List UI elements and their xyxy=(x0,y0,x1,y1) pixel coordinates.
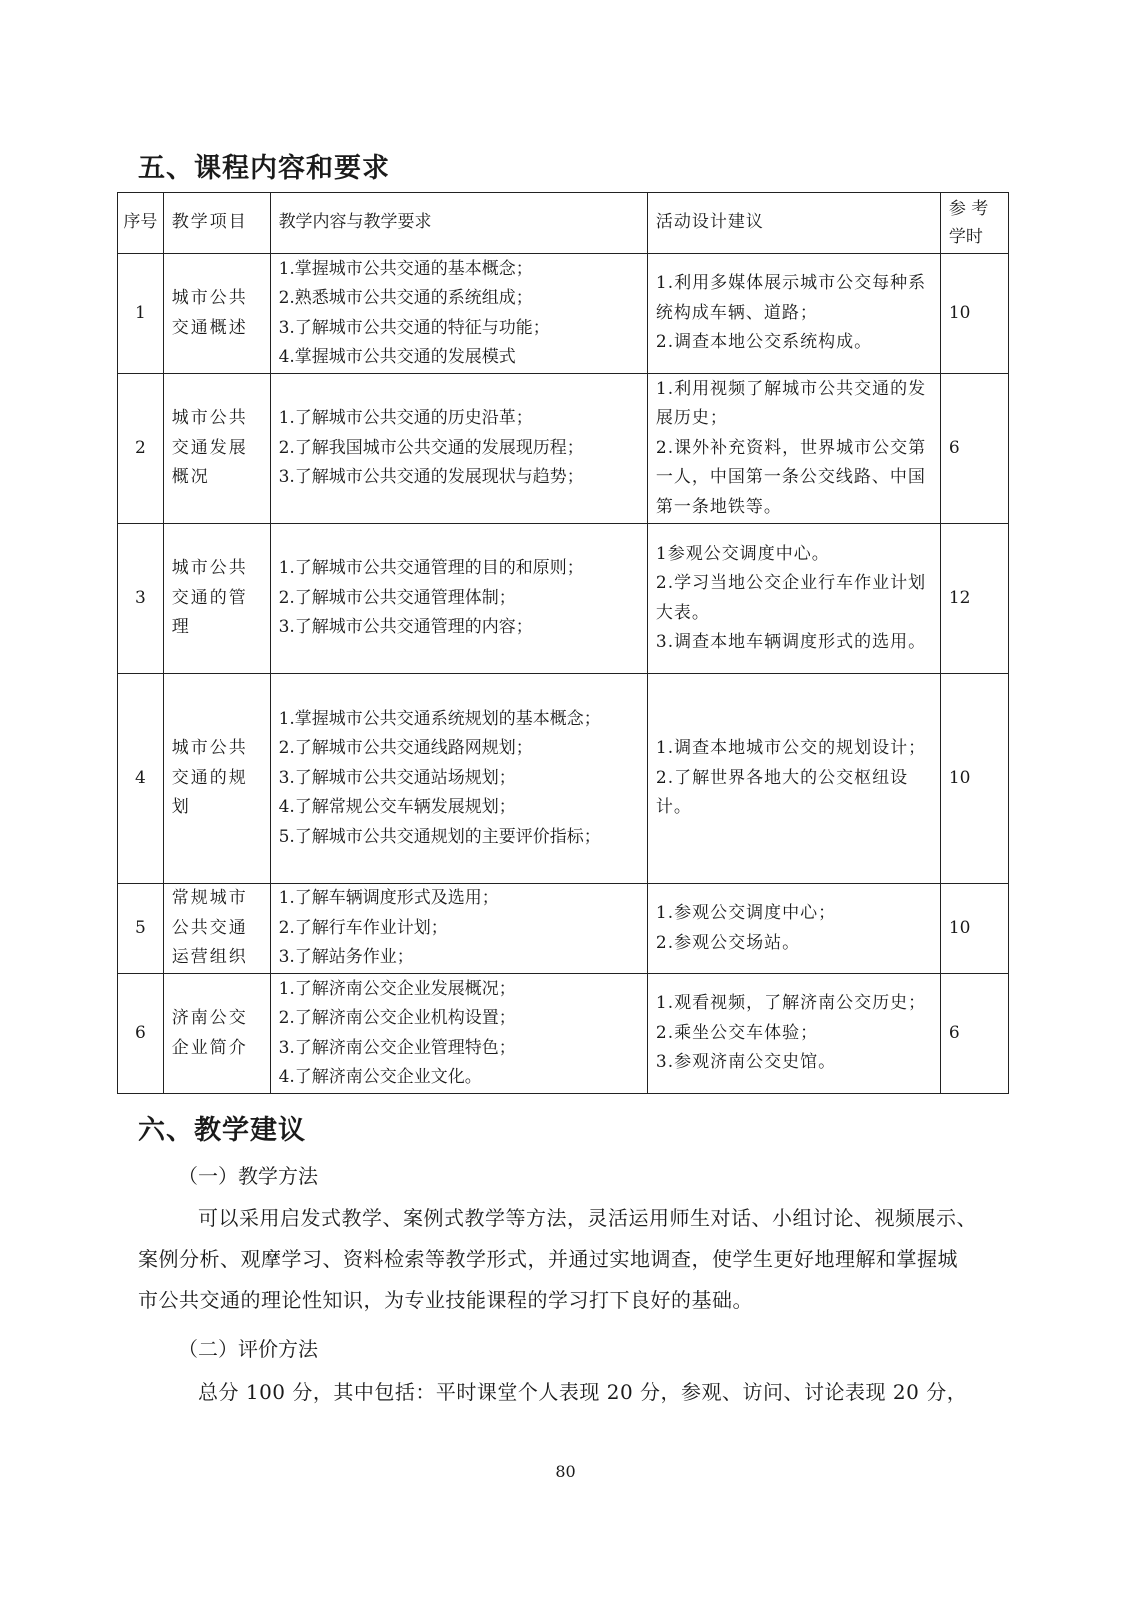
cell-content-line: 2.了解我国城市公共交通的发展现历程； xyxy=(278,437,584,458)
cell-item: 城市公共交通概述 xyxy=(163,254,270,374)
cell-item: 城市公共交通发展概况 xyxy=(163,374,270,524)
subsection-evaluation-method: （二）评价方法 xyxy=(178,1337,318,1361)
cell-activity-line: 1.观看视频，了解济南公交历史； xyxy=(655,993,927,1014)
cell-content-line: 4.了解济南公交企业文化。 xyxy=(278,1067,482,1087)
cell-no: 2 xyxy=(118,374,164,524)
cell-content-line: 3.了解城市公共交通管理的内容； xyxy=(278,617,533,638)
subsection-teaching-method: （一）教学方法 xyxy=(178,1164,318,1188)
cell-content-line: 2.熟悉城市公共交通的系统组成； xyxy=(278,288,533,308)
cell-content-line: 1.了解城市公共交通的历史沿革； xyxy=(278,408,533,429)
header-no: 序号 xyxy=(118,193,164,254)
cell-item: 常规城市公共交通运营组织 xyxy=(163,884,270,974)
cell-content-line: 1.了解济南公交企业发展概况； xyxy=(278,978,516,999)
cell-content-line: 5.了解城市公共交通规划的主要评价指标； xyxy=(278,826,601,847)
paragraph-teaching-method: 可以采用启发式教学、案例式教学等方法，灵活运用师生对话、小组讨论、视频展示、案例分析、观摩学习、资料检索等教学形式，并通过实地调查，使学生更好地理解和掌握城市公共交通的理论性知识，为专业技能课程的学习打下良好的基础。 xyxy=(138,1206,977,1312)
cell-no: 4 xyxy=(118,674,164,884)
table-row xyxy=(118,884,1009,974)
cell-activity-line: 1.调查本地城市公交的规划设计； xyxy=(655,738,927,759)
cell-no: 5 xyxy=(118,884,164,974)
cell-activity-line: 3.调查本地车辆调度形式的选用。 xyxy=(655,632,927,652)
cell-activity-line: 1.利用视频了解城市公共交通的发展历史； xyxy=(655,378,927,429)
cell-activity-line: 1参观公交调度中心。 xyxy=(655,543,830,564)
cell-content xyxy=(270,884,647,974)
cell-hours: 10 xyxy=(940,884,1008,974)
cell-activity-line: 3.参观济南公交史馆。 xyxy=(655,1052,837,1073)
cell-hours: 10 xyxy=(940,254,1008,374)
cell-content-line: 1.了解车辆调度形式及选用； xyxy=(278,888,499,909)
cell-hours: 6 xyxy=(940,974,1008,1094)
cell-item: 济南公交企业简介 xyxy=(163,974,270,1094)
cell-hours: 12 xyxy=(940,524,1008,674)
cell-content-line: 3.了解济南公交企业管理特色； xyxy=(278,1037,516,1058)
cell-activity-line: 2.参观公交场站。 xyxy=(655,932,801,953)
page-number: 80 xyxy=(555,1462,576,1481)
header-content: 教学内容与教学要求 xyxy=(270,193,647,254)
cell-content-line: 4.了解常规公交车辆发展规划； xyxy=(278,797,516,818)
course-content-table xyxy=(117,192,1009,1094)
cell-content-line: 2.了解济南公交企业机构设置； xyxy=(278,1008,516,1028)
cell-hours: 6 xyxy=(940,374,1008,524)
cell-content-line: 3.了解城市公共交通的发展现状与趋势； xyxy=(278,467,584,488)
cell-no: 1 xyxy=(118,254,164,374)
table-header-row xyxy=(118,193,1009,254)
cell-hours: 10 xyxy=(940,674,1008,884)
cell-content-line: 1.了解城市公共交通管理的目的和原则； xyxy=(278,558,584,579)
cell-content xyxy=(270,524,647,674)
cell-content-line: 1.掌握城市公共交通的基本概念； xyxy=(278,258,533,279)
cell-content-line: 1.掌握城市公共交通系统规划的基本概念； xyxy=(278,708,601,729)
cell-no: 3 xyxy=(118,524,164,674)
section-5-title: 五、课程内容和要求 xyxy=(138,153,390,184)
cell-item: 城市公共交通的管理 xyxy=(163,524,270,674)
cell-content-line: 4.掌握城市公共交通的发展模式 xyxy=(278,347,516,367)
cell-activity xyxy=(647,524,940,674)
section-6-title: 六、教学建议 xyxy=(138,1115,306,1146)
cell-activity xyxy=(647,884,940,974)
paragraph-evaluation-method: 总分 100 分，其中包括：平时课堂个人表现 20 分，参观、访问、讨论表现 20 分， xyxy=(198,1380,968,1404)
cell-activity-line: 1.利用多媒体展示城市公交每种系统构成车辆、道路； xyxy=(655,273,927,323)
cell-content-line: 3.了解城市公共交通的特征与功能； xyxy=(278,317,550,338)
cell-activity-line: 2.了解世界各地大的公交枢纽设计。 xyxy=(655,767,909,818)
header-hours: 参 考 学时 xyxy=(940,193,1008,254)
cell-content-line: 2.了解城市公共交通线路网规划； xyxy=(278,738,533,759)
cell-content-line: 2.了解城市公共交通管理体制； xyxy=(278,587,516,608)
cell-activity-line: 1.参观公交调度中心； xyxy=(655,903,837,923)
table-row xyxy=(118,374,1009,524)
table-row xyxy=(118,674,1009,884)
cell-content xyxy=(270,974,647,1094)
cell-activity-line: 2.课外补充资料，世界城市公交第一人，中国第一条公交线路、中国第一条地铁等。 xyxy=(655,437,927,517)
cell-activity xyxy=(647,374,940,524)
cell-content-line: 3.了解城市公共交通站场规划； xyxy=(278,767,516,788)
header-activity: 活动设计建议 xyxy=(647,193,940,254)
cell-activity xyxy=(647,974,940,1094)
table-row xyxy=(118,974,1009,1094)
header-item: 教学项目 xyxy=(163,193,270,254)
cell-no: 6 xyxy=(118,974,164,1094)
table-row xyxy=(118,524,1009,674)
cell-content-line: 2.了解行车作业计划； xyxy=(278,917,448,938)
cell-activity-line: 2.学习当地公交企业行车作业计划大表。 xyxy=(655,573,927,623)
cell-activity xyxy=(647,254,940,374)
cell-content xyxy=(270,674,647,884)
cell-item: 城市公共交通的规划 xyxy=(163,674,270,884)
cell-activity xyxy=(647,674,940,884)
cell-content xyxy=(270,374,647,524)
cell-activity-line: 2.乘坐公交车体验； xyxy=(655,1022,819,1043)
cell-content xyxy=(270,254,647,374)
cell-content-line: 3.了解站务作业； xyxy=(278,947,414,968)
table-row xyxy=(118,254,1009,374)
cell-activity-line: 2.调查本地公交系统构成。 xyxy=(655,332,873,353)
